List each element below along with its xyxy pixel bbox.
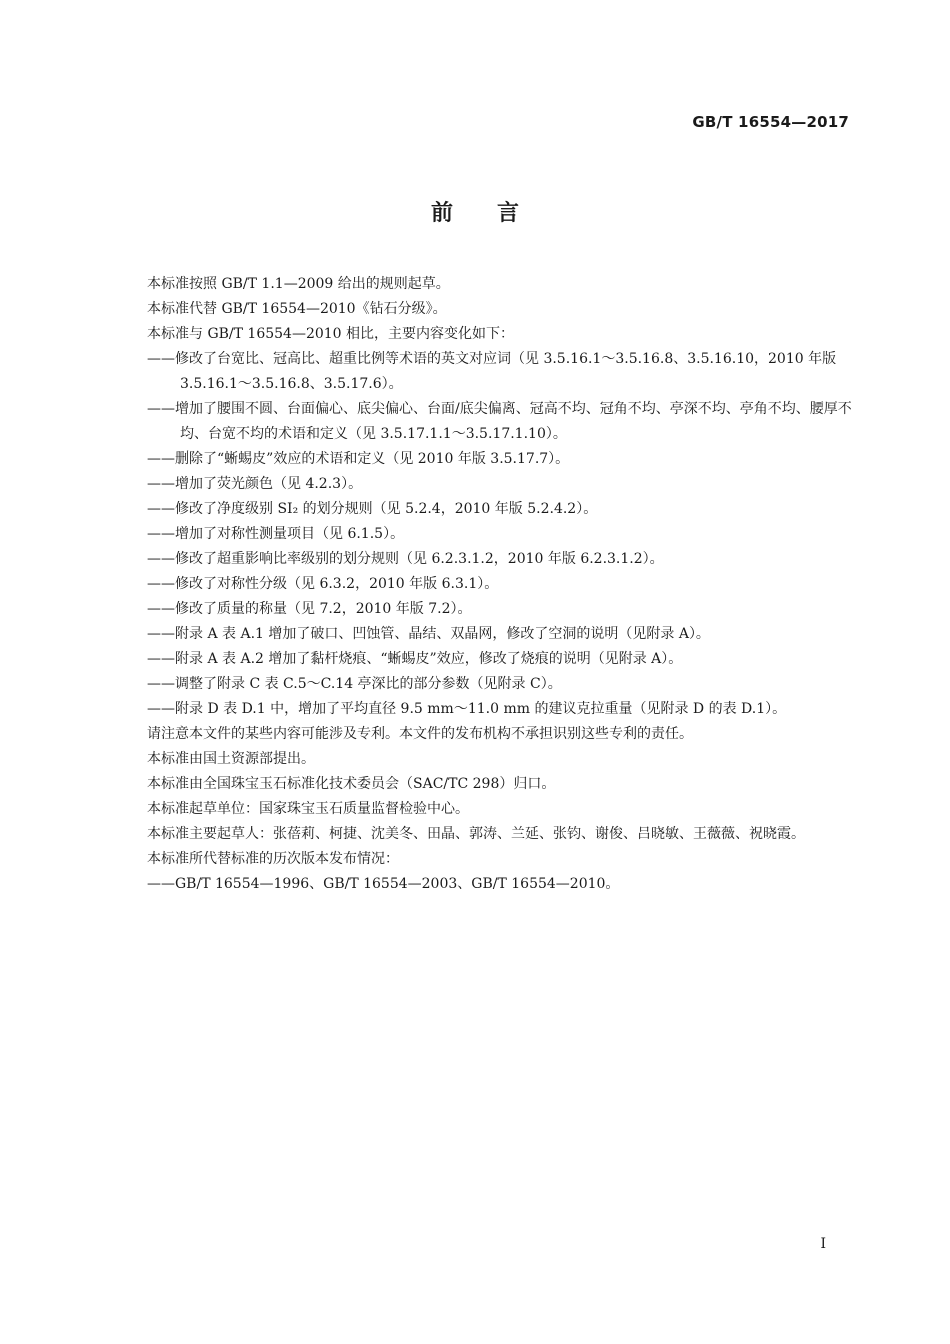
paragraph: 请注意本文件的某些内容可能涉及专利。本文件的发布机构不承担识别这些专利的责任。 [147,726,693,742]
change-item: ——调整了附录 C 表 C.5～C.14 亭深比的部分参数（见附录 C）。 [147,676,562,692]
change-item: ——修改了质量的称量（见 7.2，2010 年版 7.2）。 [147,601,472,617]
change-item: ——修改了超重影响比率级别的划分规则（见 6.2.3.1.2，2010 年版 6.2.3.1.2）。 [147,551,664,567]
change-item: ——修改了净度级别 SI₂ 的划分规则（见 5.2.4，2010 年版 5.2.4.2）。 [147,501,598,517]
page-title: 前 言 [430,201,519,226]
change-item: ——附录 A 表 A.2 增加了黏杆烧痕、“蜥蜴皮”效应，修改了烧痕的说明（见附录 A）。 [147,651,683,667]
paragraph: 本标准由全国珠宝玉石标准化技术委员会（SAC/TC 298）归口。 [147,776,556,792]
paragraph: 本标准由国土资源部提出。 [147,751,315,767]
page-number: I [820,1236,826,1252]
change-item: ——增加了荧光颜色（见 4.2.3）。 [147,476,363,492]
paragraph: 本标准按照 GB/T 1.1—2009 给出的规则起草。 [147,276,450,292]
paragraph: 本标准与 GB/T 16554—2010 相比，主要内容变化如下： [147,326,515,342]
change-item: ——删除了“蜥蜴皮”效应的术语和定义（见 2010 年版 3.5.17.7）。 [147,451,570,467]
standard-code: GB/T 16554—2017 [692,113,849,131]
paragraph: 本标准所代替标准的历次版本发布情况： [147,851,399,867]
change-item: ——增加了腰围不圆、台面偏心、底尖偏心、台面/底尖偏离、冠高不均、冠角不均、亭深不均、亭角不均、腰厚不均、台宽不均的术语和定义（见 3.5.17.1.1～3.5.17.1.10）。 [147,401,852,442]
paragraph: ——GB/T 16554—1996、GB/T 16554—2003、GB/T 16554—2010。 [147,876,620,892]
change-item: ——修改了台宽比、冠高比、超重比例等术语的英文对应词（见 3.5.16.1～3.5.16.8、3.5.16.10，2010 年版 3.5.16.1～3.5.16.8、3.5.17.6）。 [147,351,837,392]
change-item: ——附录 D 表 D.1 中，增加了平均直径 9.5 mm～11.0 mm 的建议克拉重量（见附录 D 的表 D.1）。 [147,701,787,717]
change-item: ——修改了对称性分级（见 6.3.2，2010 年版 6.3.1）。 [147,576,499,592]
change-item: ——增加了对称性测量项目（见 6.1.5）。 [147,526,405,542]
paragraph: 本标准起草单位：国家珠宝玉石质量监督检验中心。 [147,801,469,817]
paragraph: 本标准代替 GB/T 16554—2010《钻石分级》。 [147,301,447,317]
change-item: ——附录 A 表 A.1 增加了破口、凹蚀管、晶结、双晶网，修改了空洞的说明（见附录 A）。 [147,626,710,642]
paragraph: 本标准主要起草人：张蓓莉、柯捷、沈美冬、田晶、郭涛、兰延、张钧、谢俊、吕晓敏、王薇薇、祝晓霞。 [147,826,805,842]
document-body [147,272,853,897]
